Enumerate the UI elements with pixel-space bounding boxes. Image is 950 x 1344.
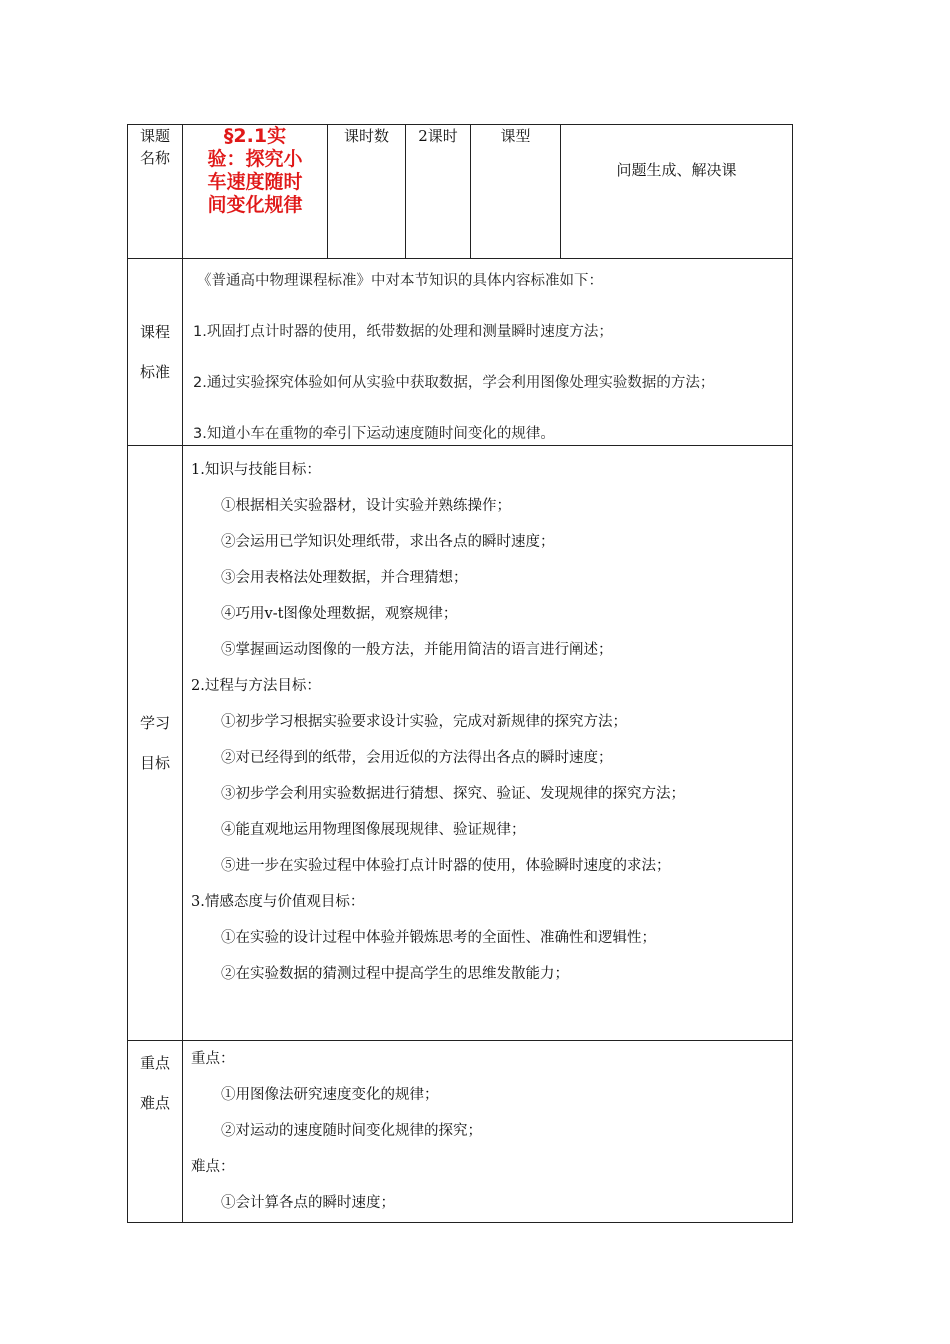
key-heading: 重点： (191, 1051, 235, 1067)
standards-label-line-1: 课程 (139, 323, 170, 341)
goals-label-line-1: 学习 (139, 714, 170, 732)
key-points-label-line-1: 重点 (139, 1054, 170, 1072)
header-row (128, 125, 793, 259)
key-points-content-cell (183, 1041, 793, 1223)
standards-item-2: 2.通过实验探究体验如何从实验中获取数据，学会利用图像处理实验数据的方法； (193, 375, 715, 391)
goals-content-cell (183, 446, 793, 1041)
standards-label-cell (128, 259, 183, 446)
difficulty-item: ①会计算各点的瞬时速度； (221, 1195, 395, 1211)
key-points-label-line-2: 难点 (139, 1094, 170, 1112)
topic-title-line-1: §2.1实 (223, 125, 287, 147)
standards-item-1: 1.巩固打点计时器的使用，纸带数据的处理和测量瞬时速度方法； (193, 324, 613, 340)
goals-item: ⑤掌握画运动图像的一般方法，并能用简洁的语言进行阐述； (221, 642, 613, 658)
goals-item: ①初步学习根据实验要求设计实验，完成对新规律的探究方法； (221, 714, 627, 730)
topic-title (183, 125, 327, 217)
topic-label-cell (128, 125, 183, 259)
type-value: 问题生成、解决课 (561, 125, 793, 259)
standards-intro: 《普通高中物理课程标准》中对本节知识的具体内容标准如下： (197, 273, 603, 289)
goals-item: ③会用表格法处理数据，并合理猜想； (221, 570, 468, 586)
goals-heading-attitude: 3.情感态度与价值观目标： (191, 894, 365, 910)
goals-item: ①在实验的设计过程中体验并锻炼思考的全面性、准确性和逻辑性； (221, 930, 656, 946)
topic-title-line-2: 验：探究小 (207, 148, 303, 170)
goals-row (128, 446, 793, 1041)
standards-content-cell (183, 259, 793, 446)
goals-heading-process: 2.过程与方法目标： (191, 678, 321, 694)
topic-label-line-2: 名称 (139, 149, 170, 167)
standards-item-3: 3.知道小车在重物的牵引下运动速度随时间变化的规律。 (193, 426, 555, 442)
goals-item: ④能直观地运用物理图像展现规律、验证规律； (221, 822, 526, 838)
lesson-plan-table (127, 124, 793, 1223)
topic-title-line-4: 间变化规律 (207, 194, 303, 216)
goals-item: ①根据相关实验器材，设计实验并熟练操作； (221, 498, 511, 514)
hours-value: 2课时 (406, 125, 471, 259)
standards-label-line-2: 标准 (139, 363, 170, 381)
goals-item: ②对已经得到的纸带，会用近似的方法得出各点的瞬时速度； (221, 750, 613, 766)
key-item: ①用图像法研究速度变化的规律； (221, 1087, 439, 1103)
hours-label: 课时数 (328, 125, 406, 259)
goals-item: ②会运用已学知识处理纸带，求出各点的瞬时速度； (221, 534, 555, 550)
key-points-row (128, 1041, 793, 1223)
standards-row (128, 259, 793, 446)
difficulty-heading: 难点： (191, 1159, 235, 1175)
goals-label-cell (128, 446, 183, 1041)
key-points-label-cell (128, 1041, 183, 1223)
goals-item: ④巧用v-t图像处理数据，观察规律； (221, 606, 458, 622)
topic-title-line-3: 车速度随时 (207, 171, 303, 193)
goals-item: ②在实验数据的猜测过程中提高学生的思维发散能力； (221, 966, 569, 982)
goals-item: ⑤进一步在实验过程中体验打点计时器的使用，体验瞬时速度的求法； (221, 858, 671, 874)
topic-title-cell (183, 125, 328, 259)
goals-item: ③初步学会利用实验数据进行猜想、探究、验证、发现规律的探究方法； (221, 786, 685, 802)
type-label: 课型 (471, 125, 561, 259)
standards-text-block (183, 259, 792, 445)
goals-label-line-2: 目标 (139, 754, 170, 772)
goals-heading-knowledge: 1.知识与技能目标： (191, 462, 321, 478)
topic-label-line-1: 课题 (139, 127, 170, 145)
key-item: ②对运动的速度随时间变化规律的探究； (221, 1123, 482, 1139)
